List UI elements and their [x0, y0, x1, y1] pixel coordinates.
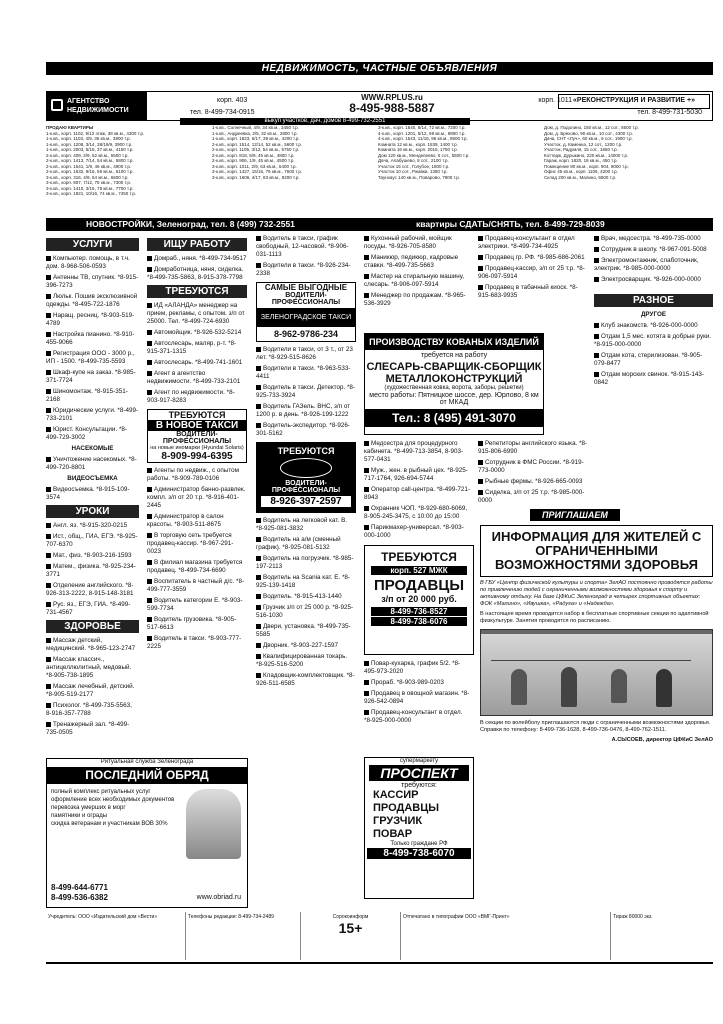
ad-item: Мастер на стиральную машину, слесарь. *8-906-097-5914: [364, 273, 465, 288]
ritual-title: ПОСЛЕДНИЙ ОБРЯД: [47, 767, 247, 784]
ad-item: Водители в такси, от 3 т., от 23 лет. *8-929-515-8626: [256, 346, 353, 361]
listing-line: Помещение 80 кв.м., корп. 904, 9000 т.р.: [544, 163, 629, 169]
invite-text-1: В ГБУ «Центр физической культуры и спорта» ЗелАО постоянно проводятся работы по привлечению людей с ограниченными возможностями здоровья к спорту и активному отдыху. На базе ЦФКиС Зеленоград в четырех спортивных объектах: ФОК «Малино», «Ивушка», «Радуга» и «Надежда».: [480, 580, 713, 607]
ad-item: Отдам морских свинок. *8-915-143-0842: [594, 371, 704, 386]
ad-item: Антенны ТВ, спутник. *8-915-396-7273: [46, 274, 139, 289]
second-bar: [46, 218, 713, 231]
listing-line: Дача, СНТ «Луч», 60 кв.м., 6 сот., 1900 т.р.: [544, 136, 633, 141]
ad-item: Водитель на погрузчик. *8-985-197-2113: [256, 555, 354, 570]
ad-item: Домраб., няня. *8-499-734-9517: [147, 255, 247, 263]
ad-item: Продавец в табачный киоск. *8-915-683-9935: [478, 284, 578, 299]
ad-item: Водители в такси. *8-963-533-4411: [256, 365, 351, 380]
column-d-mid: [364, 440, 472, 543]
ad-item: Водитель в такси. Детектор. *8-925-733-3924: [256, 384, 356, 399]
listing-line: 1-к.кв., корп. 1823, 6/17, 39 кв.м., 4200 т.р.: [212, 136, 300, 141]
listing-line: 1-к.кв., корп. 2003, 5/16, 37 кв.м., 4150 т.р.: [46, 147, 134, 152]
ad-item: Водитель. *8-915-413-1440: [256, 593, 356, 601]
sellers-ad: ТРЕБУЮТСЯ корп. 527 МЖК ПРОДАВЦЫ з/п от 20 000 руб. 8-499-736-8527 8-499-738-6076: [364, 545, 474, 655]
ad-item: Уничтожение насекомых. *8-499-720-8801: [46, 456, 137, 471]
bottom-rule: [46, 962, 713, 964]
listing-line: Участок 15 сот., Голубое, 1800 т.р.: [378, 163, 450, 169]
ad-item: Юридические услуги. *8-499-733-2101: [46, 407, 139, 422]
heading-lessons: УРОКИ: [46, 505, 139, 518]
footer-publisher: Учредитель: ООО «Издательский дом «Вести»: [46, 912, 186, 960]
ad-item: Продавец-кассир, з/п от 25 т.р. *8-906-097-5914: [478, 265, 585, 280]
taxi-box-2: ТРЕБУЮТСЯ ВОДИТЕЛИ-ПРОФЕССИОНАЛЫ 8-926-397-2597: [256, 442, 356, 513]
ad-item: Юрист. Консультации. *8-499-729-3002: [46, 426, 127, 441]
listings-heading: ПРОДАЮ КВАРТИРЫ: [46, 125, 94, 130]
listing-line: 2-к.кв., корп. 1632, 9/16, 56 кв.м., 6100 т.р.: [46, 169, 134, 174]
prospekt-ad: супермаркету ПРОСПЕКТ требуются: КАССИР ПРОДАВЦЫ ГРУЗЧИК ПОВАР Только граждане РФ 8-499-738-6070: [364, 757, 474, 899]
ad-item: Репетиторы английского языка. *8-915-806-6990: [478, 440, 588, 455]
ad-item: Водители в такси. *8-926-234-2338: [256, 262, 351, 277]
ad-item: Автослесарь. *8-499-741-1601: [147, 359, 247, 367]
listing-line: 3-к.кв., корп. 1427, 15/16, 76 кв.м., 7600 т.р.: [212, 169, 303, 174]
listings-col-3: [378, 125, 538, 180]
listing-line: 3-к.кв., корп. 1410, 3/16, 78 кв.м., 7700 т.р.: [46, 185, 134, 191]
agency-website[interactable]: WWW.RPLUS.ru: [361, 93, 423, 102]
bar-rent: квартиры СДАТЬ/СНЯТЬ, тел. 8-499-729-8039: [416, 219, 605, 229]
forging-note: (художественная ковка, ворота, заборы, решетки): [384, 385, 524, 391]
ad-item: Автомойщик. *8-926-532-5214: [147, 329, 247, 337]
ad-item: Сиделка, з/п от 25 т.р. *8-985-000-0000: [478, 489, 585, 504]
ad-item: Кухонный рабочий, мойщик посуды. *8-926-705-8580: [364, 235, 452, 250]
column-e-mid: [478, 440, 588, 508]
invite-tag: ПРИГЛАШАЕМ: [530, 509, 620, 521]
ad-item: Ист., общ., ГИА, ЕГЭ. *8-925-707-6370: [46, 533, 138, 548]
listing-line: 3-к.кв., корп. 1606, 4/17, 83 кв.м., 8200 т.р.: [212, 174, 300, 180]
ad-item: Отдам 1,5 мес. котята в добрые руки. *8-915-000-0000: [594, 333, 712, 348]
ad-item: Агент по недвижимости. *8-903-917-8283: [147, 389, 235, 404]
corp-right: корп. 1011: [538, 97, 572, 104]
invite-text-3: В секции по волейболу приглашаются люди с ограниченными возможностями здоровья. Справки по телефону: 8-499-736-1628, 8-499-736-0476, 8-499-762-1511.: [480, 720, 711, 733]
ad-item: Отделение английского. *8-926-313-2222, 8-915-148-3181: [46, 582, 134, 597]
listing-line: 1-к.кв., корп. 1102, 9/12 этаж, 38 кв.м., 4300 т.р.: [46, 130, 145, 136]
listing-line: 4-к.кв., корп. 1201, 5/12, 98 кв.м., 9800 т.р.: [378, 130, 466, 136]
logo-line-2: НЕДВИЖИМОСТИ: [67, 107, 129, 114]
listing-line: 2-к.кв., корп. 818, 5/9, 45 кв.м., 4800 т.р.: [212, 152, 295, 158]
footer: [46, 912, 713, 962]
agency-main-phone: 8-495-988-5887: [349, 101, 435, 115]
bar-new-buildings: НОВОСТРОЙКИ, Зеленоград, тел. 8 (499) 732-2551: [86, 219, 295, 229]
subheading-insects: НАСЕКОМЫЕ: [71, 445, 114, 452]
agency-slogan: «РЕКОНСТРУКЦИЯ И РАЗВИТИЕ +»: [558, 94, 710, 109]
ad-item: Врач, медсестра. *8-499-735-0000: [594, 235, 713, 243]
ritual-phones: 8-499-644-6771 8-499-536-6382: [51, 883, 108, 902]
agency-banner: [46, 91, 713, 121]
listing-line: Таунхаус 140 кв.м., Поварово, 7900 т.р.: [378, 174, 461, 180]
agency-logo: [47, 92, 147, 120]
listing-line: 3-к.кв., корп. 316, 4/9, 64 кв.м., 6600 т.р.: [46, 174, 129, 180]
ad-item: Матем., физика. *8-925-234-3771: [46, 563, 136, 578]
ritual-top: Ритуальная служба Зеленограда: [100, 759, 194, 765]
listings-block: [46, 125, 713, 217]
listing-line: Комната 16 кв.м., корп. 2015, 1750 т.р.: [378, 147, 458, 152]
listing-line: 2-к.кв., корп. 409, 2/9, 52 кв.м., 5500 т.р.: [46, 152, 129, 158]
taxi-box-1: САМЫЕ ВЫГОДНЫЕ ВОДИТЕЛИ-ПРОФЕССИОНАЛЫ ЗЕЛЕНОГРАДСКОЕ ТАКСИ 8-962-9786-234: [256, 282, 356, 342]
ad-item: Водитель грузовика. *8-905-517-6613: [147, 616, 237, 631]
ad-item: Настройка пианино. *8-910-455-9066: [46, 331, 135, 346]
invitation-block: [480, 505, 713, 744]
listing-line: 2-к.кв., корп. 1514, 12/14, 52 кв.м., 5600 т.р.: [212, 141, 303, 147]
taxi-logo: [280, 458, 332, 478]
forging-ad: [364, 333, 544, 435]
heading-wanted: ТРЕБУЮТСЯ: [147, 285, 247, 298]
ad-item: Массаж лечебный, детский. *8-905-519-2177: [46, 683, 135, 698]
column-e-top: [478, 235, 588, 303]
ad-item: Квалифицированная токарь. *8-925-516-5200: [256, 653, 348, 668]
ad-item: Прораб. *8-903-989-0203: [364, 679, 472, 687]
ad-item: Продавец в овощной магазин. *8-926-542-0894: [364, 690, 470, 705]
house-icon: [51, 99, 63, 111]
ad-item: Домработница, няня, сиделка. *8-499-735-5863, 8-915-378-7798: [147, 266, 244, 281]
price-bar: выкуп участков, дач, домов 8-499-732-2551: [180, 118, 470, 125]
ad-item: Медсестра для процедурного кабинета. *8-499-713-3854, 8-903-577-0431: [364, 440, 464, 463]
column-f: [594, 235, 713, 390]
ad-item: Электросварщик. *8-926-000-0000: [594, 276, 713, 284]
section-title: НЕДВИЖИМОСТЬ, ЧАСТНЫЕ ОБЪЯВЛЕНИЯ: [46, 62, 713, 75]
forging-title: ПРОИЗВОДСТВУ КОВАНЫХ ИЗДЕЛИЙ: [365, 334, 543, 350]
footer-age: Сорокоинформ 15+: [301, 912, 401, 960]
listings-col-4: [544, 125, 704, 180]
agency-phone-right: тел. 8-499-731-5030: [637, 109, 702, 116]
ad-item: Сотрудник в ФМС России. *8-919-773-0000: [478, 459, 584, 474]
heading-misc: РАЗНОЕ: [594, 294, 713, 307]
forging-job: СЛЕСАРЬ-СВАРЩИК-СБОРЩИК МЕТАЛЛОКОНСТРУКЦИЙ: [366, 361, 542, 385]
ad-item: Клуб знакомств. *8-926-000-0000: [594, 322, 713, 330]
volleyball-photo: [480, 629, 713, 716]
corp-left: корп. 403: [217, 97, 248, 104]
ad-item: Парикмахер-универсал. *8-903-000-1000: [364, 524, 464, 539]
ad-item: Водитель категории Е. *8-903-599-7734: [147, 597, 243, 612]
ritual-ad: [46, 758, 248, 908]
ad-item: В торговую сеть требуется продавец-кассир. *8-967-291-0023: [147, 532, 234, 555]
listing-line: Офис 45 кв.м., корп. 1106, 4200 т.р.: [544, 169, 618, 174]
ad-item: В филиал магазина требуется продавец. *8-499-734-6690: [147, 559, 243, 574]
forging-sub: требуется на работу: [420, 352, 488, 359]
listing-line: Дом, д. Подолино, 150 кв.м., 12 сот., 8500 т.р.: [544, 125, 639, 130]
ad-item: Агент в агентство недвижимости. *8-499-733-2101: [147, 370, 241, 385]
ad-item: Воспитатель в частный д/с. *8-499-777-3559: [147, 578, 245, 593]
ad-item: Водитель ГАЗель. ВНС, з/п от 1200 р. в день. *8-926-199-1222: [256, 403, 351, 418]
ad-item: Видеосъемка. *8-915-109-3574: [46, 486, 130, 501]
church-image: [186, 789, 241, 859]
ad-item: Наращ. ресниц. *8-903-519-4789: [46, 312, 135, 327]
footer-circulation: Тираж 80000 экз.: [613, 914, 653, 920]
ad-item: Водитель на легковой кат. В. *8-925-081-3832: [256, 517, 348, 532]
ad-item: Водитель на а/м (сменный график). *8-925-081-5132: [256, 536, 341, 551]
listing-line: Коттедж, Дурыкино, 220 кв.м., 14000 т.р.: [544, 152, 629, 158]
ad-item: Сотрудник в школу. *8-967-091-5008: [594, 246, 713, 254]
ad-item: Водитель в такси. *8-903-777-2225: [147, 635, 242, 650]
subheading-video: ВИДЕОСЪЕМКА: [67, 475, 118, 482]
ad-item: Продавец-консультант в отдел электрики. *8-499-734-4925: [478, 235, 575, 250]
ritual-website[interactable]: www.obriad.ru: [196, 894, 241, 901]
heading-health: ЗДОРОВЬЕ: [46, 620, 139, 633]
ritual-list: полный комплекс ритуальных услуг оформление всех необходимых документов перевозка умерших в морг памятники и ограды скидка ветеранам и участникам ВОВ 30%: [51, 789, 175, 827]
listing-line: 3-к.кв., корп. 1640, 8/14, 72 кв.м., 7200 т.р.: [378, 125, 466, 130]
ad-item: Оператор call-центра. *8-499-721-8943: [364, 486, 470, 501]
listing-line: 4-к.кв., корп. 1543, 11/16, 96 кв.м., 9500 т.р.: [378, 136, 468, 141]
listing-line: 1-к.кв., Солнечный, 4/9, 34 кв.м., 3450 т.р.: [212, 125, 299, 130]
ad-item: Водитель-экспедитор. *8-926-301-5162: [256, 422, 351, 437]
listing-line: 2-к.кв., корп. 906, 1/9, 45 кв.м., 4500 т.р.: [212, 158, 295, 163]
ad-item: Автослесарь, маляр, р-т. *8-915-371-1315: [147, 340, 237, 355]
listing-line: 3-к.кв., корп. 1011, 2/9, 63 кв.м., 6400 т.р.: [212, 163, 297, 169]
invite-text-2: В настоящее время проводится набор в бесплатные спортивные секции по адаптивной физкультуре. Занятия проводятся по расписанию.: [480, 611, 709, 624]
listing-line: Склад 200 кв.м., Малино, 6500 т.р.: [544, 174, 617, 180]
footer-phones: Телефоны редакции: 8-499-734-2489: [186, 912, 301, 960]
ad-item: Муж., жен. в рыбный цех. *8-925-717-1764, 926-694-5744: [364, 467, 468, 482]
ad-item: Агенты по недвиж., с опытом работы. *8-909-789-0106: [147, 467, 239, 482]
ad-item: Продавец гр. РФ. *8-985-686-2061: [478, 254, 588, 262]
forging-place: место работы: Пятницкое шоссе, дер. Юрлово, 8 км от МКАД: [369, 392, 539, 406]
listing-line: 3-к.кв., корп. 907, 7/12, 75 кв.м., 7300 т.р.: [46, 180, 132, 185]
column-a: [46, 235, 139, 740]
ad-item: Двери, установка. *8-499-735-5585: [256, 623, 351, 638]
column-c: [256, 235, 356, 691]
listing-line: Дом 120 кв.м., Менделеево, 6 сот., 5500 т.р.: [378, 152, 470, 158]
listing-line: Дом, д. Брехово, 90 кв.м., 10 сот., 4300 т.р.: [544, 130, 634, 136]
ad-item: Маникюр, педикюр, кадровые ставки. *8-499-735-5663: [364, 254, 459, 269]
listing-line: 3-к.кв., корп. 1821, 10/16, 74 кв.м., 7450 т.р.: [46, 191, 137, 196]
listing-line: 1-к.кв., корп. 1208, 3/14, 38/19/9, 3900 т.р.: [46, 141, 133, 147]
listings-col-2: [212, 125, 372, 180]
ad-item: Водитель на Scania кат. Е. *8-925-139-1418: [256, 574, 350, 589]
ad-item: Психолог. *8-499-735-5563, 8-916-357-7788: [46, 702, 132, 717]
ad-item: Шиномонтаж. *8-915-351-2168: [46, 388, 128, 403]
ad-item: Продавец-консультант в отдел. *8-925-000-0000: [364, 709, 463, 724]
ad-item: Компьютер. помощь, в т.ч. дом. 8-968-506-0593: [46, 255, 130, 270]
ad-item: Англ. яз. *8-915-320-0215: [46, 522, 139, 530]
invite-signature: А.СЫСОЕВ, директор ЦФКиС ЗелАО: [611, 737, 713, 743]
column-b: [147, 235, 247, 654]
ad-item: Массаж детский, медицинский. *8-965-123-2747: [46, 637, 136, 652]
listing-line: 2-к.кв., корп. 1413, 7/14, 54 кв.м., 5800 т.р.: [46, 158, 134, 163]
heading-looking-for-work: ИЩУ РАБОТУ: [147, 238, 247, 251]
subheading-other: ДРУГОЕ: [640, 311, 667, 318]
taxi-ad: ТРЕБУЮТСЯ В НОВОЕ ТАКСИ ВОДИТЕЛИ-ПРОФЕССИОНАЛЫ на новые иномарки (Hyundai Solaris) 8-909-994-6395: [147, 409, 247, 463]
ad-item: Шкаф-купе на заказ. *8-985-371-7724: [46, 369, 136, 384]
listing-line: Гараж, корп. 1820, 18 кв.м., 450 т.р.: [544, 158, 618, 163]
ad-item: Регистрация ООО - 3000 р., ИП - 1500. *8-499-735-5593: [46, 350, 135, 365]
ad-item: Менеджер по продажам. *8-965-536-3929: [364, 292, 466, 307]
listing-line: Комната 12 кв.м., корп. 1539, 1400 т.р.: [378, 141, 458, 147]
agency-phone-left: тел. 8-499-734-0915: [190, 109, 255, 116]
listing-line: 2-к.кв., корп. 1105, 3/12, 54 кв.м., 5750 т.р.: [212, 147, 300, 152]
listing-line: Участок, Радумля, 15 сот., 1650 т.р.: [544, 147, 618, 152]
agency-center: [267, 93, 517, 115]
footer-print: Отпечатано в типографии ООО «ВМГ-Принт»: [401, 912, 611, 960]
listings-col-1: [46, 125, 206, 197]
ad-item: Дворник. *8-903-227-1597: [256, 642, 356, 650]
ad-item: Грузчик з/п от 25 000 р. *8-925-516-1030: [256, 604, 354, 619]
listing-line: 1-к.кв., Андреевка, 2/5, 32 кв.м., 2800 т.р.: [212, 130, 298, 136]
listing-line: Участок 10 сот., Ржавки, 1350 т.р.: [378, 169, 448, 174]
logo-line-1: АГЕНТСТВО: [67, 98, 110, 105]
ad-item: Рус. яз., ЕГЭ, ГИА. *8-499-731-4567: [46, 601, 131, 616]
ad-item: Рыбные фермы. *8-926-665-0093: [478, 478, 588, 486]
ad-item: Кладовщик-комплектовщик. *8-926-511-6585: [256, 672, 355, 687]
ad-item: Массаж классич., антицеллюлитный, медовый. *8-905-738-1895: [46, 656, 132, 679]
column-d-lower: [364, 660, 472, 728]
ad-item: Администратор банно-развлек. компл. з/п от 20 т.р. *8-916-401-2445: [147, 486, 246, 509]
ad-item: Мат., физ. *8-903-216-1593: [46, 552, 139, 560]
column-d-top: [364, 235, 472, 311]
ad-item: Отдам кота, стерилизован. *8-905-079-8477: [594, 352, 703, 367]
listing-line: 1-к.кв., корп. 1103, 4/9, 36 кв.м., 3800 т.р.: [46, 136, 131, 141]
ad-item: Электромонтажник, слаботочник, электрик. *8-985-000-0000: [594, 257, 699, 272]
forging-phone: Тел.: 8 (495) 491-3070: [365, 409, 543, 427]
invite-title: ИНФОРМАЦИЯ ДЛЯ ЖИТЕЛЕЙ С ОГРАНИЧЕННЫМИ ВОЗМОЖНОСТЯМИ ЗДОРОВЬЯ: [480, 525, 713, 577]
ad-item: Повар-кухарка, график 5/2. *8-495-973-2020: [364, 660, 461, 675]
ad-item: Водитель в такси, график свободный, 12-часовой. *8-906-031-1113: [256, 235, 349, 258]
listing-line: 2-к.кв., корп. 1541, 1/9, 46 кв.м., 4900 т.р.: [46, 163, 132, 169]
ad-item: Администратор в салон красоты. *8-903-511-8675: [147, 513, 224, 528]
heading-services: УСЛУГИ: [46, 238, 139, 251]
ad-item: Люльк. Пошив эксклюзивной одежды. *8-495-722-1876: [46, 293, 138, 308]
listing-line: Участок, д. Каменка, 12 сот., 1200 т.р.: [544, 141, 623, 147]
ad-item: Охранник ЧОП. *8-929-680-6069, 8-905-245-3475, с 10:00 до 15:00: [364, 505, 468, 520]
ad-item: ИД «АЛАНДА» менеджер на прием, рекламы, с опытом. з/п от 25000. Тел. *8-499-724-6930: [147, 302, 245, 325]
ad-item: Тренажерный зал. *8-499-735-0505: [46, 721, 130, 736]
listing-line: Дача, Алабушево, 8 сот., 2100 т.р.: [378, 158, 449, 163]
